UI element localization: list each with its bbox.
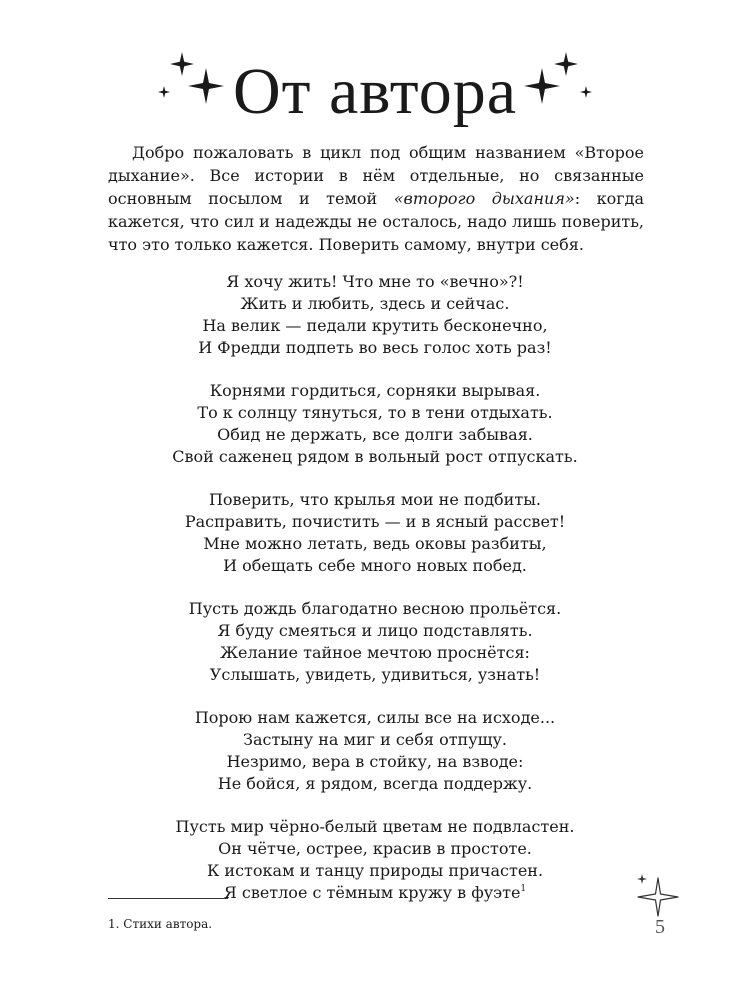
poem-line: К истокам и танцу природы причастен. xyxy=(206,861,544,880)
poem-stanza xyxy=(0,707,750,795)
sparkles-right-icon xyxy=(518,40,600,120)
poem-line: Свой саженец рядом в вольный рост отпускать. xyxy=(172,447,578,466)
intro-text-part2: : когда кажется, что сил и надежды не осталось, надо лишь поверить, что это только кажется. Поверить самому, внутри себя. xyxy=(108,189,645,254)
intro-text-part1: Добро пожаловать в цикл под общим названием «Второе дыхание». Все истории в нём отдельные, но связанные основным посылом и темой xyxy=(108,143,644,208)
poem-line: И обещать себе много новых побед. xyxy=(223,556,527,575)
poem-stanza xyxy=(0,380,750,468)
intro-paragraph xyxy=(108,141,644,256)
poem-line: Жить и любить, здесь и сейчас. xyxy=(240,294,510,313)
poem-line: Порою нам кажется, силы все на исходе... xyxy=(194,708,556,727)
poem-line: Я хочу жить! Что мне то «вечно»?! xyxy=(226,272,524,291)
poem-line-text: Я светлое с тёмным кружу в фуэте xyxy=(223,883,521,902)
poem-line: Поверить, что крылья мои не подбиты. xyxy=(208,490,542,509)
poem-stanza xyxy=(0,271,750,359)
poem-line: Расправить, почистить — и в ясный рассвет! xyxy=(184,512,566,531)
poem-line: То к солнцу тянуться, то в тени отдыхать. xyxy=(197,403,553,422)
poem-line: Застыну на миг и себя отпущу. xyxy=(242,730,507,749)
footnote: 1. Стихи автора. xyxy=(108,917,213,931)
poem-line: Не бойся, я рядом, всегда поддержу. xyxy=(217,774,533,793)
poem-line: На велик — педали крутить бесконечно, xyxy=(202,316,548,335)
poem-line: Пусть дождь благодатно весною прольётся. xyxy=(188,599,562,618)
poem-line: И Фредди подпеть во весь голос хоть раз! xyxy=(198,338,552,357)
poem-stanza xyxy=(0,598,750,686)
footnote-marker: 1 xyxy=(520,884,527,894)
poem xyxy=(0,271,750,925)
poem-line: Пусть мир чёрно-белый цветам не подвластен. xyxy=(175,817,575,836)
intro-emphasis: «второго дыхания» xyxy=(393,189,575,208)
poem-line: Мне можно летать, ведь оковы разбиты, xyxy=(203,534,547,553)
poem-line: Он чётче, острее, красив в простоте. xyxy=(218,839,532,858)
footnote-divider xyxy=(108,898,228,899)
poem-line: Незримо, вера в стойку, на взводе: xyxy=(226,752,524,771)
page-title: От автора xyxy=(232,55,518,128)
poem-line: Услышать, увидеть, удивиться, узнать! xyxy=(209,665,541,684)
poem-line: Я буду смеяться и лицо подставлять. xyxy=(217,621,533,640)
poem-line: Корнями гордиться, сорняки вырывая. xyxy=(209,381,541,400)
page-number: 5 xyxy=(655,916,665,938)
poem-stanza xyxy=(0,489,750,577)
poem-line: Обид не держать, все долги забывая. xyxy=(217,425,533,444)
poem-line: Желание тайное мечтою проснётся: xyxy=(220,643,530,662)
